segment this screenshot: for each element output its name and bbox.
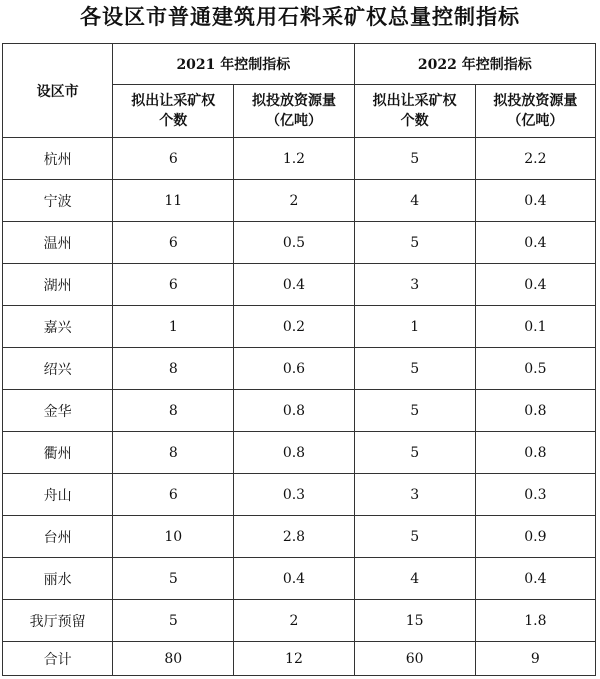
total-count-2022-cell: 60 (354, 642, 475, 676)
header-year-2021: 2021 年控制指标 (113, 44, 354, 85)
total-count-2021-cell: 80 (113, 642, 234, 676)
count-2022-cell: 3 (354, 474, 475, 516)
city-cell: 湖州 (3, 264, 113, 306)
table-row (3, 138, 596, 180)
volume-2022-cell: 0.4 (475, 558, 595, 600)
count-2021-cell: 6 (113, 138, 234, 180)
header-2022-volume (475, 85, 595, 138)
city-cell: 温州 (3, 222, 113, 264)
header-count-line2: 个数 (400, 113, 429, 129)
city-cell: 绍兴 (3, 348, 113, 390)
header-city: 设区市 (3, 44, 113, 138)
header-volume-line1: 拟投放资源量 (251, 93, 336, 109)
count-2021-cell: 8 (113, 348, 234, 390)
volume-2021-cell: 0.4 (234, 558, 354, 600)
volume-2021-cell: 0.5 (234, 222, 354, 264)
count-2021-cell: 6 (113, 222, 234, 264)
header-2021-count (113, 85, 234, 138)
volume-2022-cell: 1.8 (475, 600, 595, 642)
city-cell: 丽水 (3, 558, 113, 600)
control-indicator-table (2, 43, 596, 676)
city-cell: 衢州 (3, 432, 113, 474)
table-row (3, 432, 596, 474)
count-2021-cell: 10 (113, 516, 234, 558)
count-2021-cell: 8 (113, 390, 234, 432)
header-2021-volume (234, 85, 354, 138)
volume-2022-cell: 0.4 (475, 264, 595, 306)
total-row (3, 642, 596, 676)
table-row (3, 222, 596, 264)
count-2022-cell: 5 (354, 390, 475, 432)
count-2021-cell: 8 (113, 432, 234, 474)
table-row (3, 180, 596, 222)
volume-2021-cell: 0.3 (234, 474, 354, 516)
header-row-years (3, 44, 596, 85)
volume-2022-cell: 0.3 (475, 474, 595, 516)
volume-2021-cell: 1.2 (234, 138, 354, 180)
volume-2022-cell: 0.8 (475, 390, 595, 432)
count-2022-cell: 5 (354, 138, 475, 180)
count-2022-cell: 5 (354, 222, 475, 264)
count-2022-cell: 15 (354, 600, 475, 642)
city-cell: 台州 (3, 516, 113, 558)
volume-2022-cell: 0.5 (475, 348, 595, 390)
volume-2022-cell: 0.4 (475, 180, 595, 222)
volume-2021-cell: 0.6 (234, 348, 354, 390)
header-volume-line2: （亿吨） (265, 113, 322, 129)
count-2022-cell: 5 (354, 516, 475, 558)
volume-2022-cell: 0.8 (475, 432, 595, 474)
table-row (3, 348, 596, 390)
table-row (3, 558, 596, 600)
count-2021-cell: 11 (113, 180, 234, 222)
volume-2021-cell: 2 (234, 600, 354, 642)
count-2021-cell: 5 (113, 558, 234, 600)
city-cell: 我厅预留 (3, 600, 113, 642)
city-cell: 宁波 (3, 180, 113, 222)
volume-2021-cell: 0.2 (234, 306, 354, 348)
header-year-2022: 2022 年控制指标 (354, 44, 595, 85)
volume-2021-cell: 0.8 (234, 432, 354, 474)
volume-2022-cell: 0.4 (475, 222, 595, 264)
total-label-cell: 合计 (3, 642, 113, 676)
count-2021-cell: 5 (113, 600, 234, 642)
table-row (3, 474, 596, 516)
count-2022-cell: 5 (354, 348, 475, 390)
volume-2022-cell: 0.1 (475, 306, 595, 348)
volume-2021-cell: 2 (234, 180, 354, 222)
count-2021-cell: 6 (113, 264, 234, 306)
total-volume-2021-cell: 12 (234, 642, 354, 676)
volume-2021-cell: 0.8 (234, 390, 354, 432)
total-volume-2022-cell: 9 (475, 642, 595, 676)
count-2022-cell: 5 (354, 432, 475, 474)
header-count-line1: 拟出让采矿权 (372, 93, 457, 109)
table-row (3, 390, 596, 432)
count-2022-cell: 4 (354, 180, 475, 222)
city-cell: 金华 (3, 390, 113, 432)
header-volume-line2: （亿吨） (507, 113, 564, 129)
city-cell: 嘉兴 (3, 306, 113, 348)
header-count-line1: 拟出让采矿权 (131, 93, 216, 109)
table-row (3, 306, 596, 348)
page-title: 各设区市普通建筑用石料采矿权总量控制指标 (80, 4, 520, 29)
city-cell: 舟山 (3, 474, 113, 516)
count-2021-cell: 1 (113, 306, 234, 348)
volume-2021-cell: 0.4 (234, 264, 354, 306)
table-row (3, 516, 596, 558)
header-volume-line1: 拟投放资源量 (493, 93, 578, 109)
header-count-line2: 个数 (159, 113, 188, 129)
city-cell: 杭州 (3, 138, 113, 180)
volume-2022-cell: 2.2 (475, 138, 595, 180)
header-2022-count (354, 85, 475, 138)
volume-2021-cell: 2.8 (234, 516, 354, 558)
count-2021-cell: 6 (113, 474, 234, 516)
count-2022-cell: 4 (354, 558, 475, 600)
volume-2022-cell: 0.9 (475, 516, 595, 558)
count-2022-cell: 1 (354, 306, 475, 348)
table-row (3, 600, 596, 642)
table-row (3, 264, 596, 306)
count-2022-cell: 3 (354, 264, 475, 306)
